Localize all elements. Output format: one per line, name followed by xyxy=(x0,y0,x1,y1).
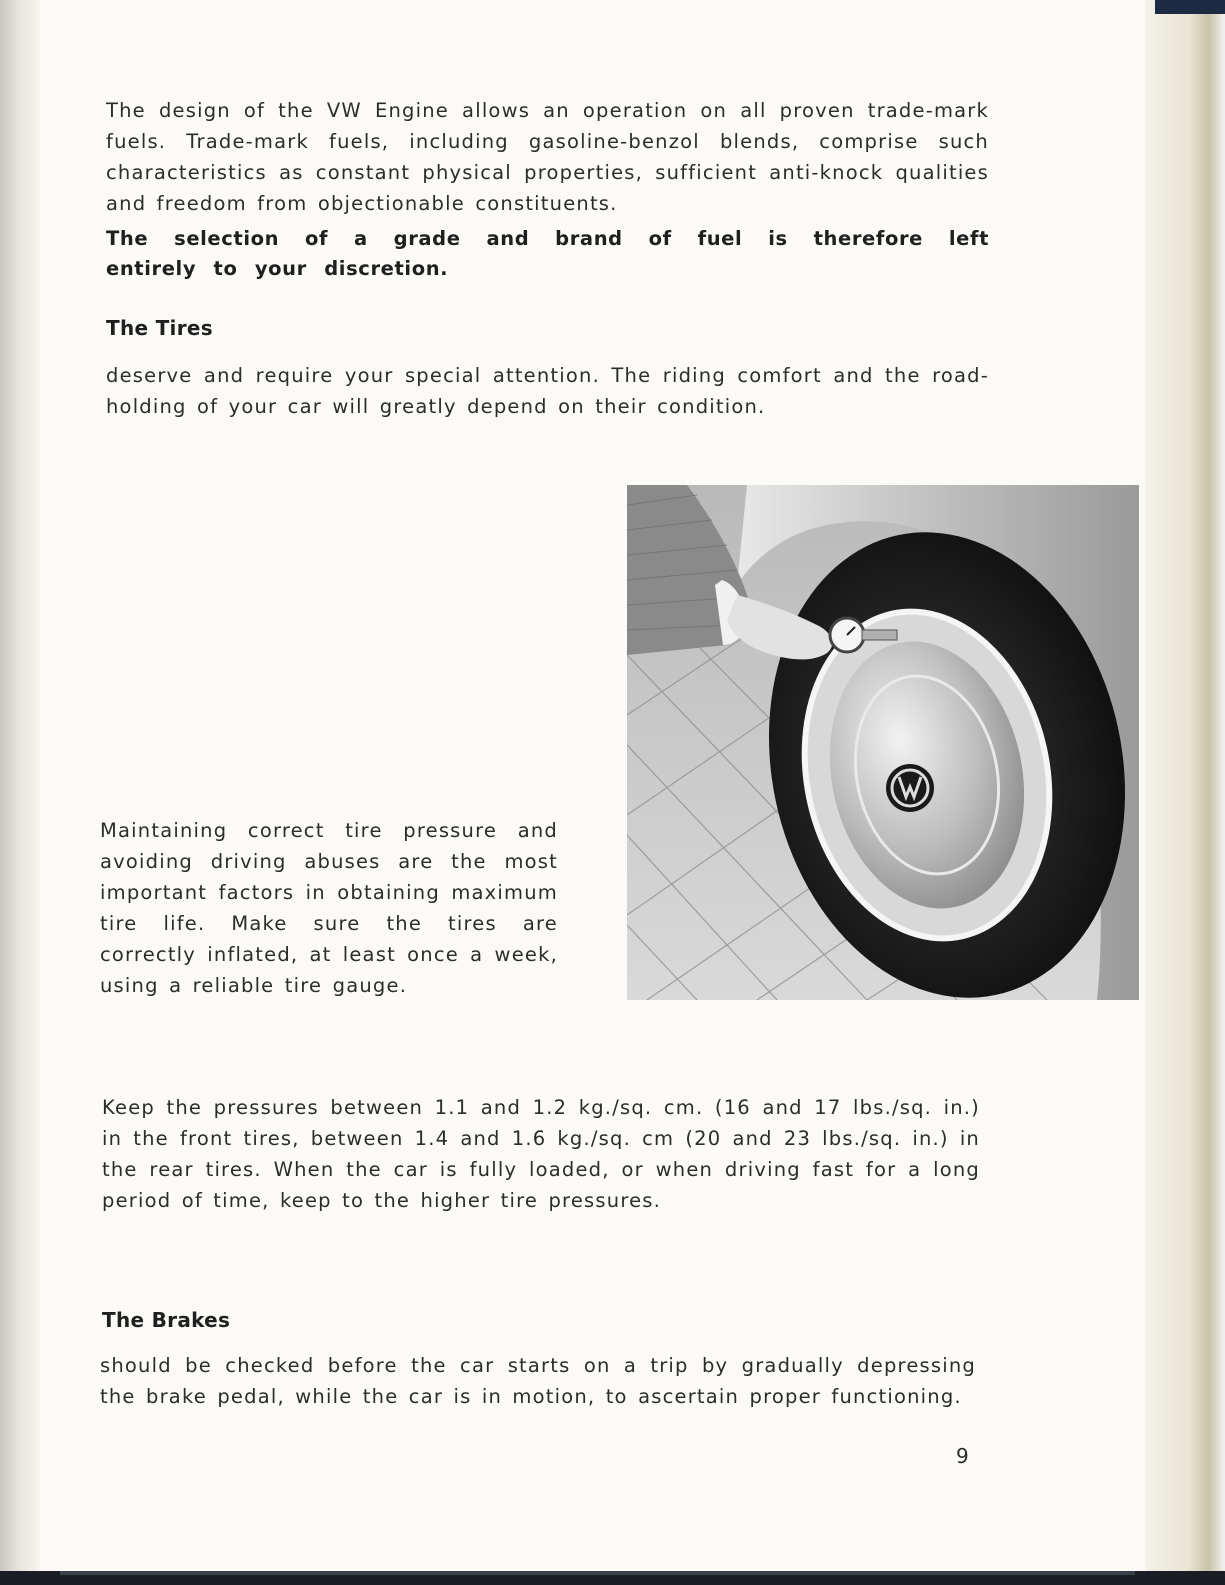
brakes-heading: The Brakes xyxy=(102,1308,231,1332)
fuels-paragraph: The design of the VW Engine allows an operation on all proven trade-mark fuels. Trade-mark fuels, including gasoline-benzol blends, comprise such characteristics as constant physical properties, sufficient anti-knock qualities and freedom from objectionable constituents. xyxy=(106,99,989,215)
scan-edge-highlight xyxy=(60,1571,1135,1575)
tire-pressure-paragraph: Maintaining correct tire pressure and avoiding driving abuses are the most important factors in obtaining maximum tire life. Make sure the tires are correctly inflated, at least once a week, using a reliable tire gauge. xyxy=(100,819,558,997)
vw-logo-icon xyxy=(886,764,934,812)
fuel-selection-paragraph: The selection of a grade and brand of fuel is therefore left entirely to your discretion. xyxy=(106,227,989,280)
scan-bottom-edge xyxy=(0,1571,1225,1585)
page-number: 9 xyxy=(956,1444,969,1468)
page-edge-corner xyxy=(1155,0,1225,14)
tires-intro-paragraph: deserve and require your special attention. The riding comfort and the road-holding of your car will greatly depend on their condition. xyxy=(106,364,989,418)
tires-heading: The Tires xyxy=(106,316,213,340)
page-edge xyxy=(1145,0,1225,1585)
pressure-values-paragraph: Keep the pressures between 1.1 and 1.2 kg./sq. cm. (16 and 17 lbs./sq. in.) in the front tires, between 1.4 and 1.6 kg./sq. cm (20 and 23 lbs./sq. in.) in the rear tires. When the car is fully loaded, or when driving fast for a long period of time, keep to the higher tire pressures. xyxy=(102,1096,980,1212)
binding-shadow xyxy=(0,0,40,1585)
tire-gauge-photo xyxy=(627,485,1139,1000)
brakes-intro-paragraph: should be checked before the car starts on a trip by gradually depressing the brake pedal, while the car is in motion, to ascertain proper functioning. xyxy=(100,1354,976,1408)
